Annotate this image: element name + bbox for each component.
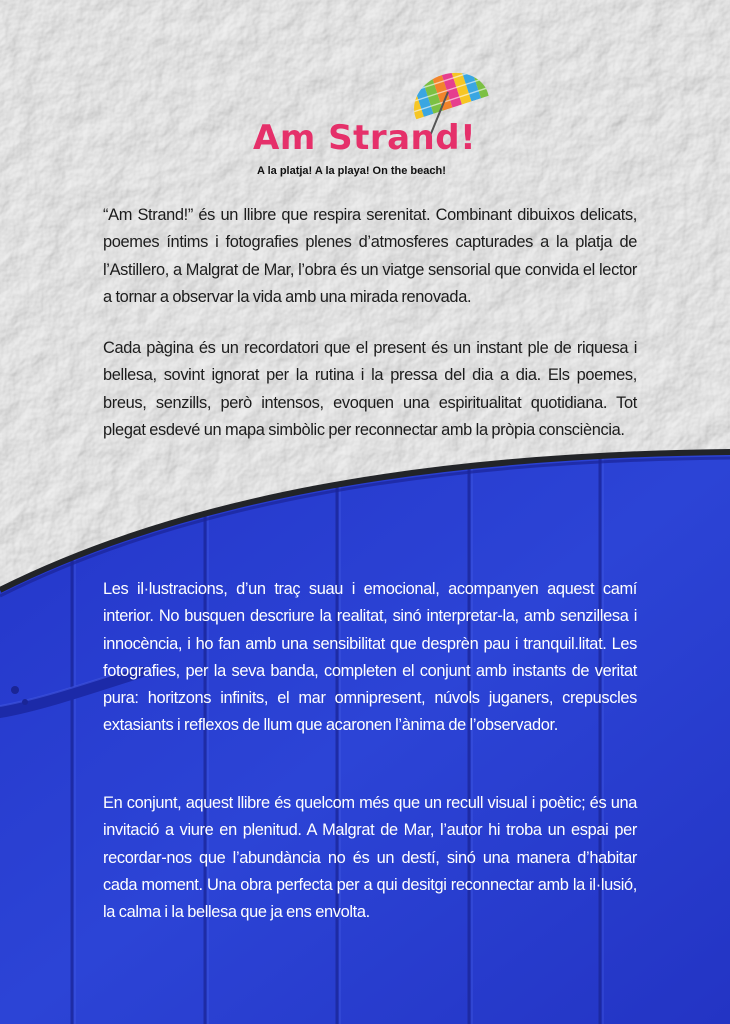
paragraph-conclusion: En conjunt, aquest llibre és quelcom més que un recull visual i poètic; és una invitació a viure en plenitud. A Malgrat de Mar, l’autor hi troba un espai per recordar-nos que l’abundància no és un destí, sinó una manera d’habitar cada moment. Una obra perfecta per a qui desitgi reconnectar amb la il·lusió, la calma i la bellesa que ja ens envolta. (103, 794, 637, 922)
paragraph-present: Cada pàgina és un recordatori que el present és un instant ple de riquesa i bellesa, sovint ignorat per la rutina i la pressa del dia a dia. Els poemes, breus, senzills, però intensos, evoquen una espiritualitat quotidiana. Tot plegat esdevé un mapa simbòlic per reconnectar amb la pròpia consciència. (103, 339, 637, 439)
logo-title: Am Strand! (253, 118, 477, 158)
book-logo (250, 70, 490, 180)
logo-subtitle: A la platja! A la playa! On the beach! (257, 165, 446, 177)
paragraph-illustrations: Les il·lustracions, d’un traç suau i emocional, acompanyen aquest camí interior. No busquen descriure la realitat, sinó interpretar-la, amb senzillesa i innocència, i ho fan amb una sensibilitat que desprèn pau i tranquil.litat. Les fotografies, per la seva banda, completen el conjunt amb instants de veritat pura: horitzons infinits, el mar omnipresent, núvols juganers, crepuscles extasiants i reflexos de llum que acaronen l’ànima de l’observador. (103, 580, 637, 735)
paragraph-intro: “Am Strand!” és un llibre que respira serenitat. Combinant dibuixos delicats, poemes íntims i fotografies plenes d’atmosferes capturades a la platja de l’Astillero, a Malgrat de Mar, l’obra és un viatge sensorial que convida el lector a tornar a observar la vida amb una mirada renovada. (103, 206, 637, 306)
